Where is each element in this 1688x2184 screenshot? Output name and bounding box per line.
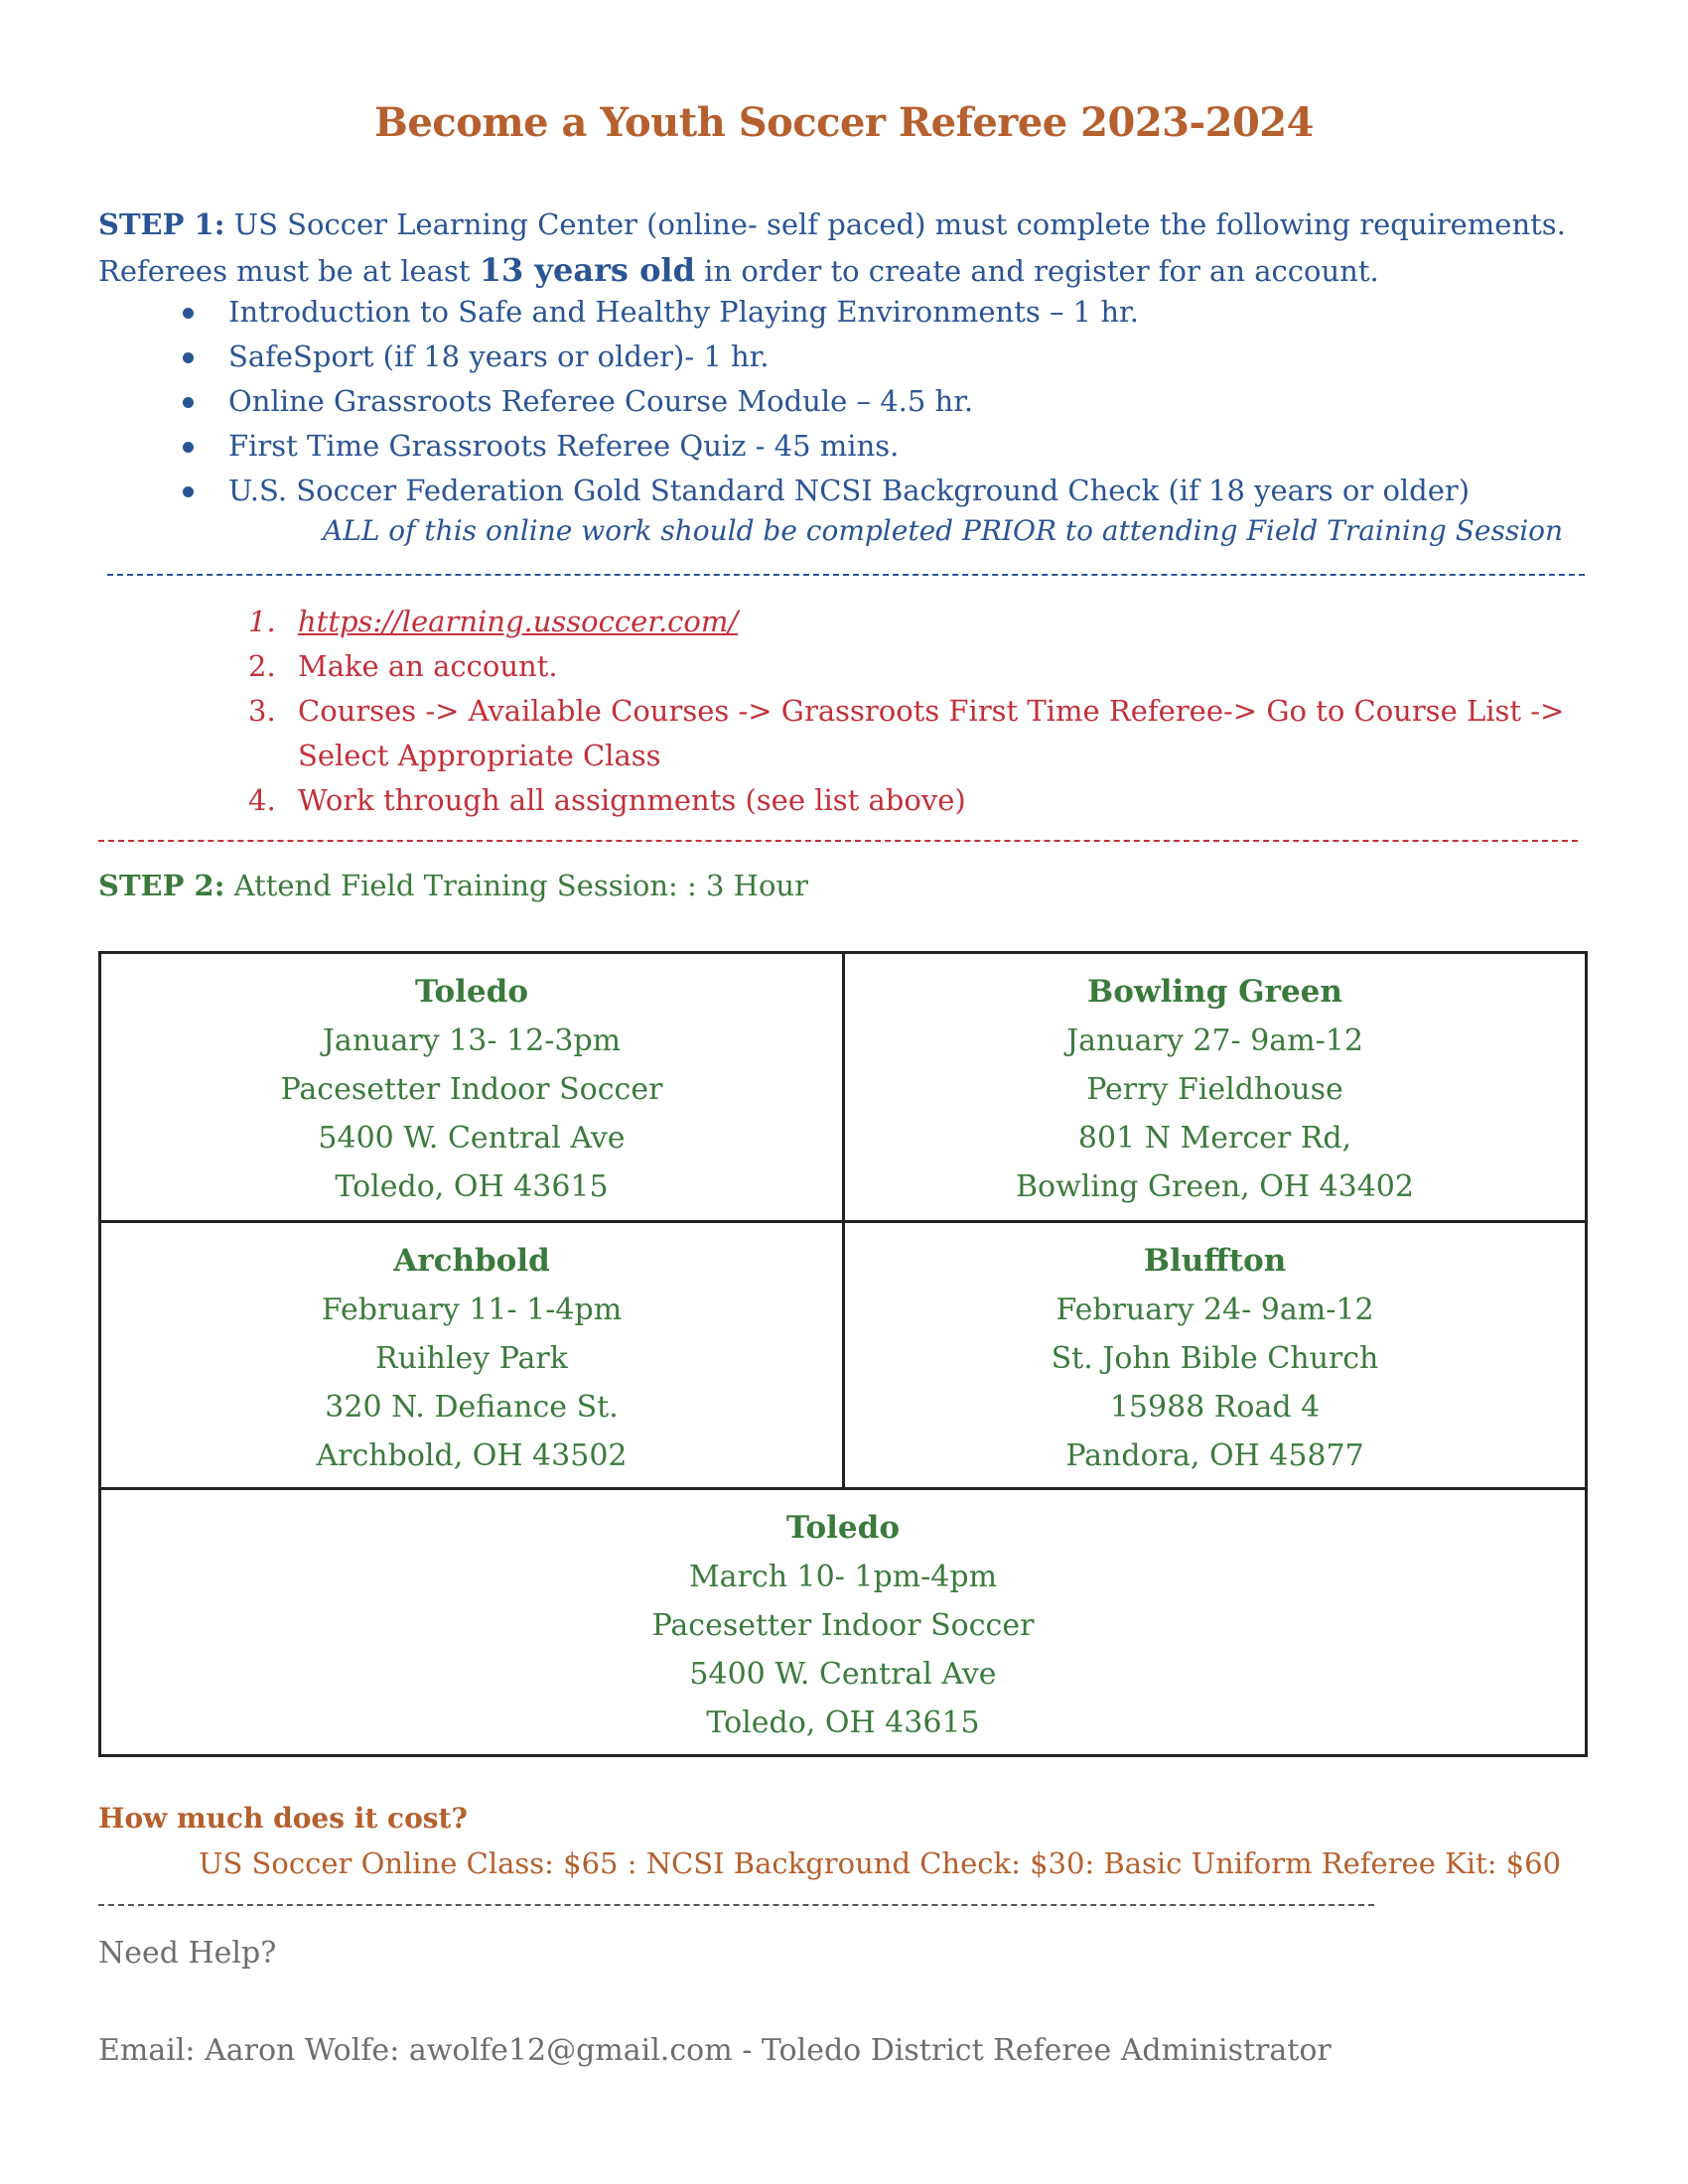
list-number: 3. (248, 694, 276, 728)
red-divider (98, 840, 1578, 842)
session-cell (101, 1490, 1585, 1754)
session-venue: Ruihley Park (375, 1341, 568, 1376)
list-number: 2. (248, 649, 276, 683)
session-citystate: Bowling Green, OH 43402 (1016, 1169, 1414, 1204)
prior-completion-note: ALL of this online work should be completed PRIOR to attending Field Training Session (323, 514, 1564, 547)
page-title: Become a Youth Soccer Referee 2023-2024 (374, 99, 1314, 146)
age-requirement: 13 years old (479, 251, 695, 289)
session-citystate: Pandora, OH 45877 (1065, 1438, 1364, 1473)
step1-description: US Soccer Learning Center (online- self paced) must complete the following requirements. (224, 207, 1566, 241)
session-cell (845, 954, 1585, 1220)
session-cell (845, 1223, 1585, 1487)
session-street: 801 N Mercer Rd, (1077, 1121, 1352, 1156)
session-citystate: Toledo, OH 43615 (706, 1706, 980, 1740)
help-heading: Need Help? (98, 1936, 277, 1971)
session-venue: Pacesetter Indoor Soccer (280, 1072, 663, 1107)
step2-line (98, 866, 808, 905)
list-item (248, 689, 1564, 734)
step1-label: STEP 1: (98, 207, 225, 241)
list-item: SafeSport (if 18 years or older)- 1 hr. (179, 337, 1470, 381)
list-item: Online Grassroots Referee Course Module – 4.5 hr. (179, 381, 1470, 426)
session-date: February 24- 9am-12 (1055, 1293, 1374, 1327)
session-citystate: Toledo, OH 43615 (335, 1169, 609, 1204)
session-city: Archbold (393, 1243, 550, 1279)
age-requirement-post: in order to create and register for an account. (694, 254, 1379, 288)
list-text: Work through all assignments (see list above) (298, 783, 966, 817)
list-text: Make an account. (298, 649, 558, 683)
session-city: Bowling Green (1087, 974, 1342, 1010)
blue-divider (107, 574, 1585, 576)
learning-center-link[interactable]: https://learning.ussoccer.com/ (298, 605, 739, 638)
session-cell (101, 1223, 842, 1487)
list-item (248, 644, 1564, 689)
step1-line-1 (98, 205, 1566, 244)
session-venue: Perry Fieldhouse (1086, 1072, 1343, 1107)
session-date: March 10- 1pm-4pm (688, 1560, 998, 1594)
session-street: 15988 Road 4 (1109, 1390, 1321, 1425)
session-city: Toledo (414, 974, 529, 1010)
session-venue: Pacesetter Indoor Soccer (651, 1608, 1035, 1643)
list-item: First Time Grassroots Referee Quiz - 45 mins. (179, 426, 1470, 471)
session-city: Bluffton (1143, 1243, 1287, 1279)
cost-heading: How much does it cost? (98, 1802, 468, 1835)
list-item: U.S. Soccer Federation Gold Standard NCSI Background Check (if 18 years or older) (179, 471, 1470, 515)
list-text: Select Appropriate Class (298, 739, 661, 772)
session-citystate: Archbold, OH 43502 (316, 1438, 628, 1473)
list-text: Courses -> Available Courses -> Grassroots First Time Referee-> Go to Course List -> (298, 694, 1565, 728)
session-date: February 11- 1-4pm (321, 1293, 623, 1327)
step2-description: Attend Field Training Session: : 3 Hour (224, 869, 808, 902)
step1-line-2 (98, 250, 1379, 291)
session-street: 5400 W. Central Ave (318, 1121, 626, 1156)
session-date: January 13- 12-3pm (322, 1024, 622, 1058)
session-date: January 27- 9am-12 (1066, 1024, 1363, 1058)
session-street: 5400 W. Central Ave (689, 1657, 997, 1692)
session-city: Toledo (785, 1510, 901, 1546)
training-sessions-table (98, 951, 1588, 1757)
list-number: 1. (248, 605, 276, 638)
list-item (248, 600, 1564, 644)
contact-email-line: Email: Aaron Wolfe: awolfe12@gmail.com - Toledo District Referee Administrator (98, 2033, 1332, 2068)
age-requirement-pre: Referees must be at least (98, 254, 480, 288)
step2-label: STEP 2: (98, 869, 225, 902)
session-venue: St. John Bible Church (1051, 1341, 1379, 1376)
list-item (248, 734, 1564, 778)
gray-divider (98, 1904, 1374, 1906)
list-number: 4. (248, 783, 276, 817)
instructions-list (248, 600, 1564, 823)
session-street: 320 N. Defiance St. (325, 1390, 619, 1425)
session-cell (101, 954, 842, 1220)
list-item (248, 778, 1564, 823)
requirements-list (179, 292, 1470, 515)
cost-details: US Soccer Online Class: $65 : NCSI Background Check: $30: Basic Uniform Referee Kit: $60 (199, 1846, 1562, 1880)
list-item: Introduction to Safe and Healthy Playing Environments – 1 hr. (179, 292, 1470, 337)
